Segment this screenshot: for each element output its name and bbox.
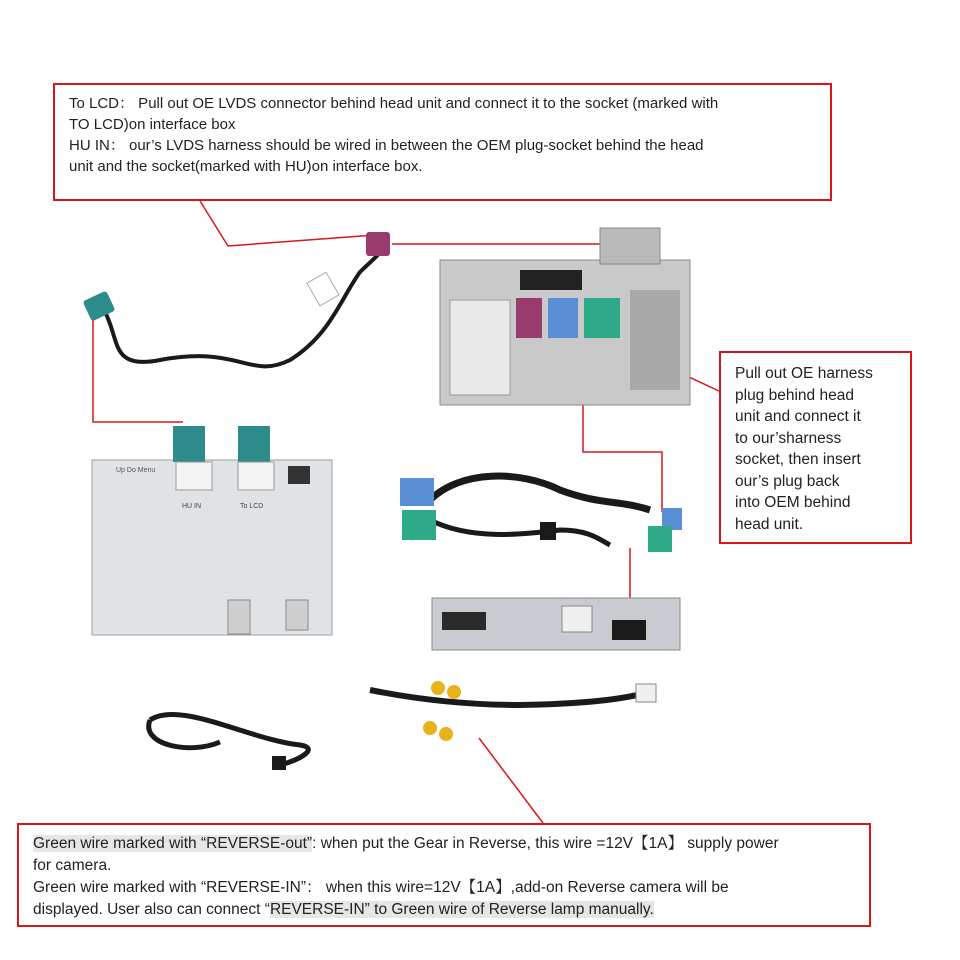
right-callout [719,351,912,544]
right-callout-line: unit and connect it [735,408,861,425]
decoder-module [432,598,680,650]
right-callout-line: head unit. [735,515,804,533]
rca-harness-wire [370,690,650,705]
top-callout-line-3: HU IN： our’s LVDS harness should be wired in between the OEM plug-socket behind the head [69,137,704,154]
right-callout-line: plug behind head [735,386,854,404]
top-callout-line-1: To LCD： Pull out OE LVDS connector behind head unit and connect it to the socket (marked with [69,95,719,112]
harness-plug-green-icon [402,510,436,540]
harness-wire-branch [430,520,610,545]
harness-plug-black-icon [540,522,556,540]
bottom-callout [17,823,871,927]
interface-box-hu-in-label: HU IN [182,503,202,510]
oem-plug-green-icon [584,298,620,338]
reverse-out-description: : when put the Gear in Reverse, this wire =12V【1A】 supply power [312,835,779,852]
right-callout-line: into OEM behind [735,494,851,511]
interface-box-menu-label: Up Do Menu [116,467,156,474]
to-lcd-socket-icon [238,426,270,462]
oem-plug-blue-icon [548,298,578,338]
decoder-dip-switch-icon [442,612,486,630]
reverse-out-highlight: Green wire marked with “REVERSE-out” [33,835,313,852]
dip-switch-icon [288,466,310,484]
harness-plug-blue-icon [400,478,434,506]
bottom-callout-line-4 [33,899,855,921]
hu-in-port-frame [176,462,212,490]
reverse-in-highlight: REVERSE-IN” to Green wire of Reverse lamp manually. [269,901,654,918]
rca-harness [370,681,656,741]
head-unit-grille [630,290,680,390]
harness-plug-green-small-icon [648,526,672,552]
hu-in-socket-icon [173,426,205,462]
top-callout-pointer [200,201,388,246]
right-callout-line: Pull out OE harness [735,365,873,382]
lvds-cable [83,232,390,366]
rca-plug-yellow-icon-1 [431,681,445,695]
top-callout-line-4: unit and the socket(marked with HU)on interface box. [69,158,423,175]
top-callout [53,83,832,201]
side-port-icon-2 [286,600,308,630]
adapter-harness [400,476,682,552]
head-unit-label [450,300,510,395]
bottom-callout-line-3: Green wire marked with “REVERSE-IN”： when this wire=12V【1A】,add-on Reverse camera will be [33,879,729,896]
cable-tag-icon [307,272,339,306]
rca-plug-yellow-icon-4 [439,727,453,741]
harness-wire-bundle [430,476,650,510]
interface-box [92,426,332,635]
extension-cable-plug-icon [272,756,286,770]
rca-end-plug-icon [636,684,656,702]
extension-cable-loop [149,720,220,748]
interface-box-to-lcd-label: To LCD [240,503,264,510]
lvds-plug-right-icon [366,232,390,256]
bottom-callout-pointer [479,738,543,823]
bottom-callout-line-1 [33,833,855,855]
hu-in-link-line [93,318,183,422]
lvds-cable-wire [105,250,382,366]
bottom-callout-line-2: for camera. [33,857,112,874]
side-port-icon [228,600,250,634]
rca-plug-yellow-icon-3 [423,721,437,735]
right-callout-line: to our’sharness [735,429,842,447]
oem-plug-purple-icon [516,298,542,338]
right-callout-line: socket, then insert [735,451,861,468]
decoder-socket-white-icon [562,606,592,632]
extension-cable [149,714,309,770]
lvds-plug-left-icon [83,291,116,322]
right-callout-line: our’s plug back [735,472,840,490]
reverse-in-note-start: displayed. User also can connect “ [33,901,270,918]
head-unit-top-socket [520,270,582,290]
rca-plug-yellow-icon-2 [447,685,461,699]
oem-head-unit [440,228,690,405]
head-unit-bracket [600,228,660,264]
to-lcd-port-frame [238,462,274,490]
top-callout-line-2: TO LCD)on interface box [69,116,236,133]
decoder-socket-black-icon [612,620,646,640]
